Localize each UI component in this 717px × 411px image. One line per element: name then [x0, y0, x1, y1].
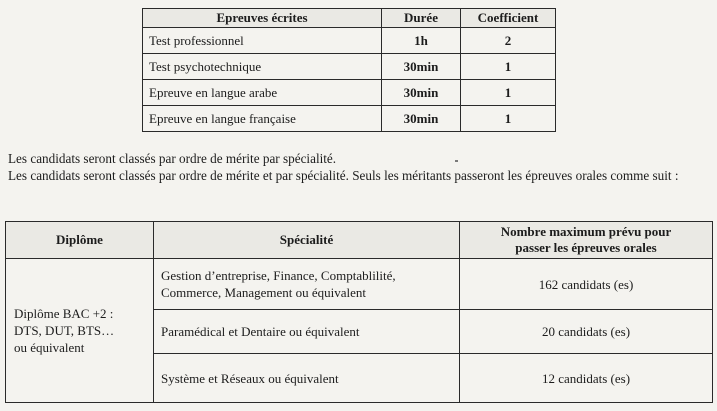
specialty-cell: Système et Réseaux ou équivalent	[154, 354, 460, 403]
candidate-count: 162 candidats (es)	[460, 259, 713, 310]
table-row	[143, 80, 556, 106]
header-max-line2: passer les épreuves orales	[515, 240, 657, 255]
exam-coefficient: 2	[461, 28, 556, 54]
candidate-count: 12 candidats (es)	[460, 354, 713, 403]
exam-name: Test professionnel	[143, 28, 382, 54]
written-exams-header-row	[143, 9, 556, 28]
table-row	[143, 106, 556, 132]
ranking-paragraph: Les candidats seront classés par ordre de mérite par spécialité.	[8, 151, 337, 166]
table-row	[6, 259, 713, 310]
oral-exams-table	[5, 221, 713, 403]
oral-exams-header-row	[6, 222, 713, 259]
oral-selection-paragraph: Les candidats seront classés par ordre de mérite et par spécialité. Seuls les méritants passeront les épreuves orales comme suit :	[8, 168, 679, 183]
specialty-line1: Gestion d’entreprise, Finance, Comptablilité,	[161, 268, 396, 283]
exam-duration: 30min	[382, 80, 461, 106]
exam-name: Epreuve en langue arabe	[143, 80, 382, 106]
candidate-count: 20 candidats (es)	[460, 310, 713, 354]
header-coefficient: Coefficient	[461, 9, 556, 28]
table-row	[143, 28, 556, 54]
header-exam-name: Epreuves écrites	[143, 9, 382, 28]
diploma-line3: ou équivalent	[14, 340, 85, 355]
table-row	[143, 54, 556, 80]
diploma-line2: DTS, DUT, BTS…	[14, 323, 115, 338]
exam-coefficient: 1	[461, 54, 556, 80]
header-max-candidates	[460, 222, 713, 259]
specialty-line2: Commerce, Management ou équivalent	[161, 285, 367, 300]
header-specialty: Spécialité	[154, 222, 460, 259]
exam-duration: 1h	[382, 28, 461, 54]
specialty-cell: Paramédical et Dentaire ou équivalent	[154, 310, 460, 354]
exam-coefficient: 1	[461, 106, 556, 132]
diploma-cell	[6, 259, 154, 403]
exam-name: Test psychotechnique	[143, 54, 382, 80]
specialty-cell	[154, 259, 460, 310]
exam-coefficient: 1	[461, 80, 556, 106]
diploma-line1: Diplôme BAC +2 :	[14, 306, 114, 321]
exam-name: Epreuve en langue française	[143, 106, 382, 132]
exam-duration: 30min	[382, 54, 461, 80]
header-diploma: Diplôme	[6, 222, 154, 259]
header-duration: Durée	[382, 9, 461, 28]
exam-duration: 30min	[382, 106, 461, 132]
header-max-line1: Nombre maximum prévu pour	[500, 224, 672, 239]
written-exams-table	[142, 8, 556, 132]
